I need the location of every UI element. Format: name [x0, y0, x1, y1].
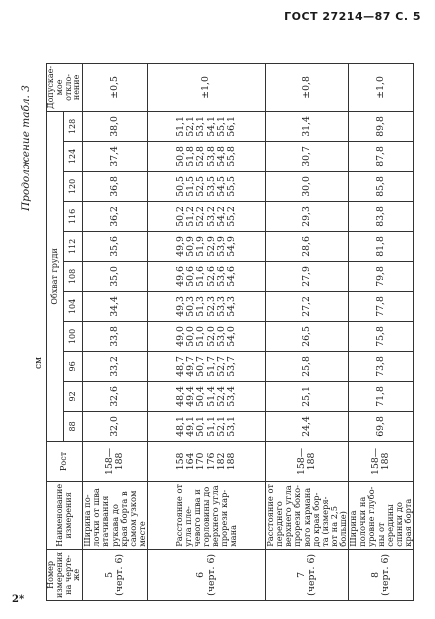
value-cell	[266, 201, 349, 231]
size-header: 88	[64, 411, 83, 441]
value: 49,0	[174, 326, 186, 347]
tolerance-cell: ±1,0	[349, 63, 414, 111]
value-cell	[148, 261, 266, 291]
value: 51,3	[195, 296, 207, 317]
value: 51,7	[205, 356, 217, 377]
value: 51,9	[195, 236, 207, 257]
value-cell	[148, 351, 266, 381]
value: 28,6	[301, 236, 313, 257]
page-mark: 2*	[12, 594, 25, 605]
table-row	[266, 63, 349, 600]
row-number	[266, 549, 349, 600]
value: 54,9	[226, 236, 237, 257]
value-cell	[83, 351, 148, 381]
tolerance-cell: ±0,8	[266, 63, 349, 111]
value-cell	[148, 231, 266, 261]
value: 50,2	[174, 206, 186, 227]
value: 81,8	[375, 236, 387, 257]
value: 52,5	[195, 176, 207, 197]
value: 38,0	[109, 116, 121, 137]
value: 52,6	[205, 266, 217, 287]
rost-cell	[148, 441, 266, 481]
row-drawing-ref: (черт. 6)	[114, 553, 126, 596]
value: 52,3	[205, 296, 217, 317]
rost-cell	[83, 441, 148, 481]
value: 25,8	[301, 356, 313, 377]
value-cell	[83, 141, 148, 171]
value-cell	[266, 111, 349, 141]
rost-cell	[266, 441, 349, 481]
row-number	[148, 549, 266, 600]
value-cell	[266, 381, 349, 411]
value: 29,3	[301, 206, 313, 227]
value: 83,8	[375, 206, 387, 227]
value: 55,1	[215, 116, 227, 137]
value: 49,1	[185, 416, 197, 437]
value: 50,7	[195, 356, 207, 377]
value-cell	[266, 231, 349, 261]
row-number-value: 7	[295, 571, 307, 578]
value-cell	[266, 261, 349, 291]
value-cell	[148, 321, 266, 351]
value: 87,8	[375, 146, 387, 167]
size-header: 116	[64, 201, 83, 231]
value: 37,4	[109, 146, 121, 167]
value-cell	[349, 351, 414, 381]
value: 24,4	[301, 416, 313, 437]
value: 53,9	[215, 236, 227, 257]
measurement-name: Ширина по- лочки от шва втачивания рукава до края борта в самом узком месте	[83, 481, 148, 549]
rost-value: 176	[205, 452, 217, 471]
value: 52,1	[185, 116, 197, 137]
row-drawing-ref: (черт. 6)	[380, 553, 392, 596]
value: 51,1	[174, 116, 186, 137]
value-cell	[83, 171, 148, 201]
value: 53,3	[215, 296, 227, 317]
page-header: ГОСТ 27214—87 С. 5	[284, 10, 421, 23]
value-cell	[83, 291, 148, 321]
value-cell	[349, 321, 414, 351]
value: 53,8	[205, 146, 217, 167]
value: 50,4	[195, 386, 207, 407]
table-row	[83, 63, 148, 600]
rost-value: 164	[185, 452, 197, 471]
size-header: 92	[64, 381, 83, 411]
value: 51,8	[185, 146, 197, 167]
value: 53,6	[215, 266, 227, 287]
value-cell	[83, 381, 148, 411]
value: 85,8	[375, 176, 387, 197]
value: 50,3	[185, 296, 197, 317]
value-cell	[349, 291, 414, 321]
value: 31,4	[301, 116, 313, 137]
size-header: 104	[64, 291, 83, 321]
value: 30,0	[301, 176, 313, 197]
value: 48,7	[174, 356, 186, 377]
row-drawing-ref: (черт. 6)	[205, 553, 217, 596]
value-cell	[349, 261, 414, 291]
value: 53,1	[195, 116, 207, 137]
size-header: 100	[64, 321, 83, 351]
value-cell	[349, 141, 414, 171]
size-header: 96	[64, 351, 83, 381]
value: 55,2	[226, 206, 237, 227]
value-cell	[349, 201, 414, 231]
value: 54,6	[226, 266, 237, 287]
table-row	[148, 63, 266, 600]
value: 35,0	[109, 266, 121, 287]
value: 54,8	[215, 146, 227, 167]
rost-cell	[349, 441, 414, 481]
measurement-name: Расстояние от переднего верхнего угла прорези боко- вого кармана до края бор- та (измеря- ют на 2,5 больше)	[266, 481, 349, 549]
row-number	[349, 549, 414, 600]
value: 52,1	[215, 416, 227, 437]
value: 32,0	[109, 416, 121, 437]
value: 35,6	[109, 236, 121, 257]
value: 26,5	[301, 326, 313, 347]
value-cell	[148, 111, 266, 141]
value: 51,1	[205, 416, 217, 437]
value-cell	[349, 231, 414, 261]
value-cell	[83, 321, 148, 351]
value: 32,6	[109, 386, 121, 407]
value: 79,8	[375, 266, 387, 287]
value: 53,1	[226, 416, 237, 437]
value-cell	[83, 111, 148, 141]
value: 55,5	[226, 176, 237, 197]
measurement-table	[46, 63, 414, 601]
value-cell	[148, 411, 266, 441]
value: 55,8	[226, 146, 237, 167]
value: 36,8	[109, 176, 121, 197]
value: 50,9	[185, 236, 197, 257]
value-cell	[148, 141, 266, 171]
value: 54,5	[215, 176, 227, 197]
value: 52,7	[215, 356, 227, 377]
size-header: 128	[64, 111, 83, 141]
value-cell	[349, 381, 414, 411]
value: 51,5	[185, 176, 197, 197]
value: 73,8	[375, 356, 387, 377]
value: 51,6	[195, 266, 207, 287]
value: 49,9	[174, 236, 186, 257]
value: 51,2	[185, 206, 197, 227]
value: 50,6	[185, 266, 197, 287]
rost-value: 170	[195, 452, 207, 471]
rost-value: 158—188	[103, 447, 126, 475]
value-cell	[349, 171, 414, 201]
value: 30,7	[301, 146, 313, 167]
table-row	[349, 63, 414, 600]
value: 50,0	[185, 326, 197, 347]
value: 52,4	[215, 386, 227, 407]
value: 89,8	[375, 116, 387, 137]
value: 50,8	[174, 146, 186, 167]
tolerance-cell: ±0,5	[83, 63, 148, 111]
size-header: 124	[64, 141, 83, 171]
value: 50,5	[174, 176, 186, 197]
measurement-name: Расстояние от угла пле- чевого шва и горловины до верхнего угла прорези кар- мана	[148, 481, 266, 549]
value: 33,8	[109, 326, 121, 347]
value: 54,1	[205, 116, 217, 137]
continuation-label: Продолжение табл. 3	[20, 85, 32, 211]
value-cell	[83, 231, 148, 261]
size-header: 112	[64, 231, 83, 261]
value: 49,4	[185, 386, 197, 407]
rost-value: 182	[215, 452, 227, 471]
value: 53,5	[205, 176, 217, 197]
measurement-name: Ширина полочки на уровне глубо- ны от середины спинки до края борта	[349, 481, 414, 549]
value: 71,8	[375, 386, 387, 407]
value: 48,1	[174, 416, 186, 437]
value-cell	[148, 381, 266, 411]
value: 53,4	[226, 386, 237, 407]
value: 25,1	[301, 386, 313, 407]
col-header-name: Наименование измерения	[47, 481, 83, 549]
rotated-table-area	[20, 41, 412, 601]
size-header: 120	[64, 171, 83, 201]
tolerance-cell: ±1,0	[148, 63, 266, 111]
value: 33,2	[109, 356, 121, 377]
value: 54,3	[226, 296, 237, 317]
value-cell	[266, 351, 349, 381]
col-header-tolerance: Допускае- мое откло- нение	[47, 63, 83, 111]
value: 52,8	[195, 146, 207, 167]
value: 48,4	[174, 386, 186, 407]
value-cell	[83, 411, 148, 441]
value: 53,7	[226, 356, 237, 377]
value-cell	[148, 171, 266, 201]
value: 53,2	[205, 206, 217, 227]
value: 69,8	[375, 416, 387, 437]
row-number-value: 5	[103, 571, 115, 578]
value: 49,6	[174, 266, 186, 287]
col-header-rost: Рост	[47, 441, 83, 481]
size-header: 108	[64, 261, 83, 291]
value: 52,9	[205, 236, 217, 257]
value-cell	[266, 171, 349, 201]
value: 27,9	[301, 266, 313, 287]
row-drawing-ref: (черт. 6)	[306, 553, 318, 596]
value: 49,7	[185, 356, 197, 377]
value-cell	[148, 291, 266, 321]
value: 52,2	[195, 206, 207, 227]
value: 56,1	[226, 116, 237, 137]
rost-value: 158—188	[369, 447, 392, 475]
value: 51,0	[195, 326, 207, 347]
unit-label: см	[34, 356, 44, 369]
value: 34,4	[109, 296, 121, 317]
value-cell	[83, 201, 148, 231]
rost-value: 158—188	[295, 447, 318, 475]
value-cell	[266, 321, 349, 351]
rost-value: 158	[174, 452, 186, 471]
value: 77,8	[375, 296, 387, 317]
value-cell	[83, 261, 148, 291]
col-header-group: Обхват груди	[47, 111, 64, 441]
value: 75,8	[375, 326, 387, 347]
value-cell	[349, 411, 414, 441]
row-number-value: 6	[195, 571, 207, 578]
value: 54,0	[226, 326, 237, 347]
col-header-num: Номер измерения на черте- же	[47, 549, 83, 600]
value: 50,1	[195, 416, 207, 437]
value: 51,4	[205, 386, 217, 407]
value: 27,2	[301, 296, 313, 317]
value-cell	[349, 111, 414, 141]
rost-value: 188	[226, 452, 237, 471]
value-cell	[266, 141, 349, 171]
value: 49,3	[174, 296, 186, 317]
row-number-value: 8	[369, 571, 381, 578]
value: 53,0	[215, 326, 227, 347]
value: 36,2	[109, 206, 121, 227]
value-cell	[266, 291, 349, 321]
value: 52,0	[205, 326, 217, 347]
row-number	[83, 549, 148, 600]
value-cell	[266, 411, 349, 441]
value-cell	[148, 201, 266, 231]
value: 54,2	[215, 206, 227, 227]
